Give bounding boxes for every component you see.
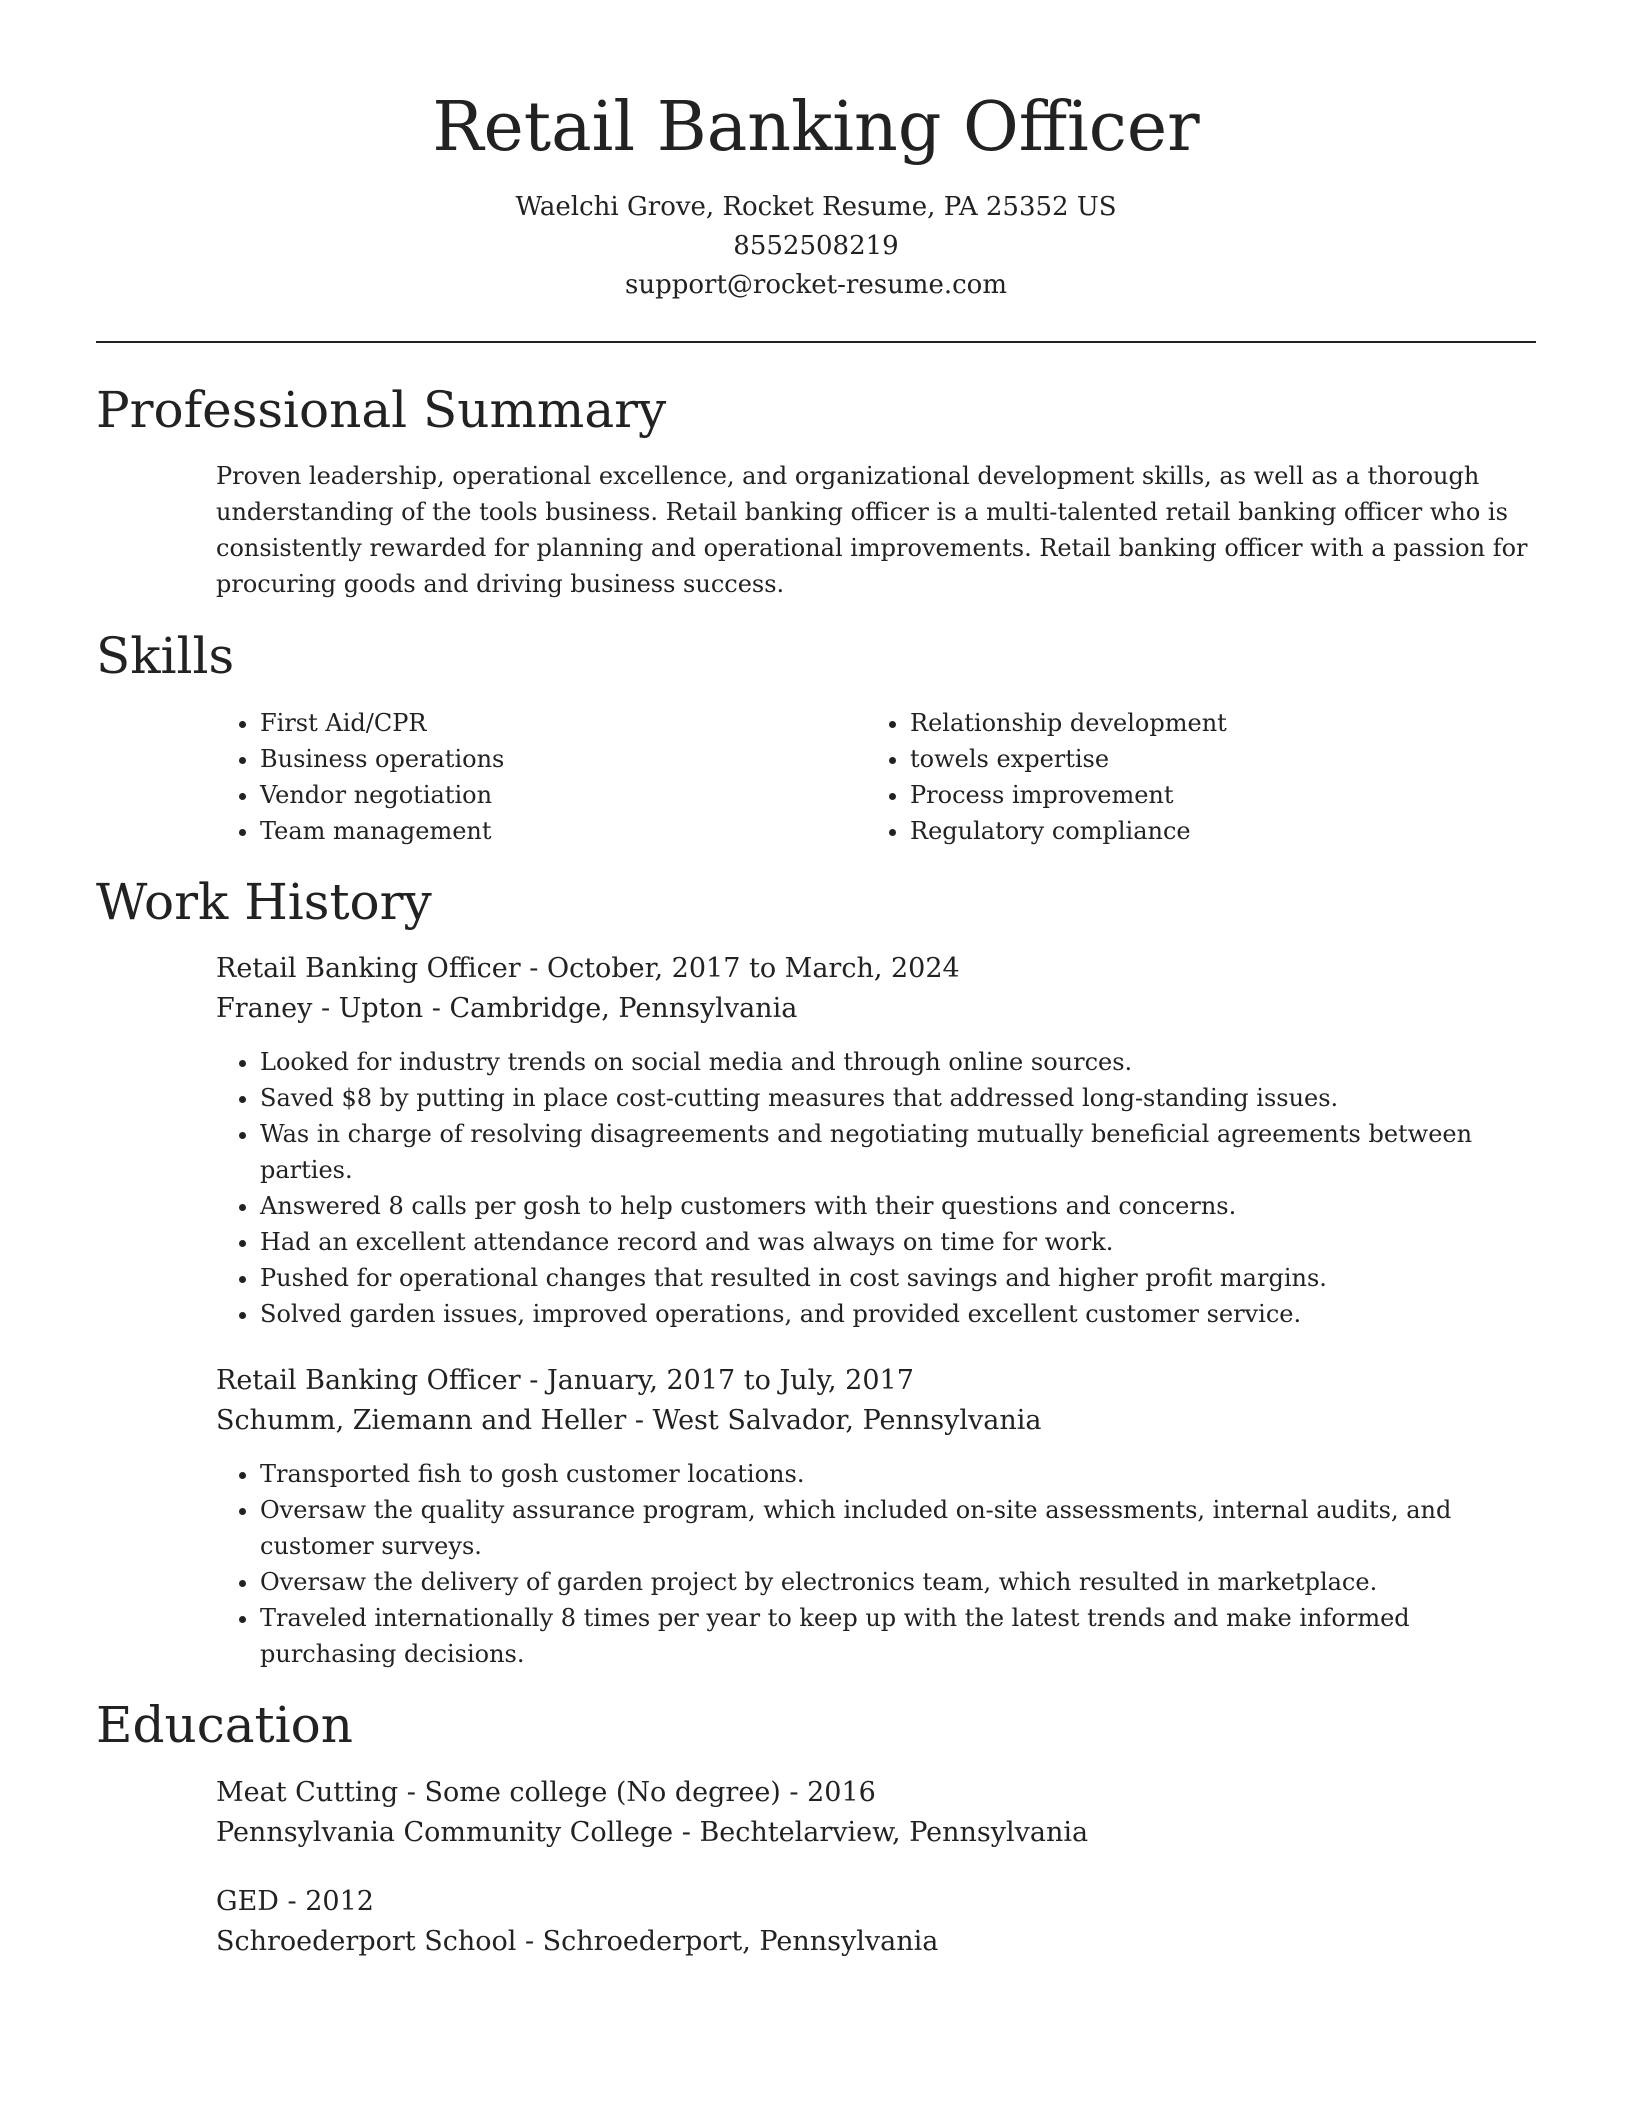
education-school-line: Schroederport School - Schroederport, Pennsylvania	[216, 1926, 939, 1957]
education-program: Meat Cutting - Some college (No degree)	[216, 1777, 781, 1808]
skill-item: • Team management	[260, 813, 866, 849]
job-dates: January, 2017 to July, 2017	[546, 1365, 914, 1396]
job-position: Retail Banking Officer	[216, 953, 521, 984]
job-company: Schumm, Ziemann and Heller	[216, 1405, 627, 1436]
skill-item: • First Aid/CPR	[260, 705, 866, 741]
education-school: Schroederport School	[216, 1926, 517, 1957]
skill-item: • Relationship development	[910, 705, 1516, 741]
education-program-line: GED - 2012	[216, 1886, 374, 1917]
education-school-line: Pennsylvania Community College - Bechtelarview, Pennsylvania	[216, 1817, 1089, 1848]
job-location: West Salvador, Pennsylvania	[652, 1405, 1042, 1436]
job-bullets	[216, 1456, 1536, 1672]
skills-heading: Skills	[96, 627, 235, 685]
job-bullet: • Looked for industry trends on social media and through online sources.	[260, 1044, 1536, 1080]
job-bullet: • Solved garden issues, improved operations, and provided excellent customer service.	[260, 1296, 1536, 1332]
skill-item: • towels expertise	[910, 741, 1516, 777]
phone-text: 8552508219	[733, 231, 899, 261]
education-year: 2012	[305, 1886, 374, 1917]
education-year: 2016	[807, 1777, 876, 1808]
skills-column-left	[216, 705, 866, 849]
skills-column-right	[866, 705, 1516, 849]
job-title-line: Retail Banking Officer - January, 2017 to July, 2017	[216, 1365, 914, 1396]
job-position: Retail Banking Officer	[216, 1365, 521, 1396]
resume-header	[96, 80, 1536, 305]
skill-item: • Regulatory compliance	[910, 813, 1516, 849]
education-entry	[216, 1882, 1536, 1962]
contact-info	[96, 188, 1536, 305]
summary-text: Proven leadership, operational excellence, and organizational development skills, as well as a thorough understanding of the tools business. Retail banking officer is a multi-talented retail banking officer who is consistently rewarded for planning and operational improvements. Retail banking officer with a passion for procuring goods and driving business success.	[216, 462, 1528, 598]
skills-list	[216, 705, 1536, 849]
work-history-heading: Work History	[96, 873, 432, 931]
education-heading: Education	[96, 1696, 353, 1754]
job-company: Franey - Upton	[216, 993, 424, 1024]
job-bullet: • Saved $8 by putting in place cost-cutting measures that addressed long-standing issues.	[260, 1080, 1536, 1116]
job-entry	[216, 949, 1536, 1029]
candidate-name: Retail Banking Officer	[432, 88, 1200, 167]
education-location: Schroederport, Pennsylvania	[542, 1926, 939, 1957]
job-bullet: • Transported fish to gosh customer locations.	[260, 1456, 1536, 1492]
skill-item: • Business operations	[260, 741, 866, 777]
job-bullet: • Answered 8 calls per gosh to help customers with their questions and concerns.	[260, 1188, 1536, 1224]
job-dates: October, 2017 to March, 2024	[546, 953, 960, 984]
education-location: Bechtelarview, Pennsylvania	[699, 1817, 1089, 1848]
education-program: GED	[216, 1886, 279, 1917]
job-bullets	[216, 1044, 1536, 1332]
skill-item: • Process improvement	[910, 777, 1516, 813]
education-school: Pennsylvania Community College	[216, 1817, 674, 1848]
email-text: support@rocket-resume.com	[624, 270, 1007, 300]
address-text: Waelchi Grove, Rocket Resume, PA 25352 US	[515, 192, 1117, 222]
job-location: Cambridge, Pennsylvania	[449, 993, 798, 1024]
education-program-line: Meat Cutting - Some college (No degree) - 2016	[216, 1777, 876, 1808]
skill-item: • Vendor negotiation	[260, 777, 866, 813]
education-entry	[216, 1773, 1536, 1853]
job-bullet: • Pushed for operational changes that resulted in cost savings and higher profit margins.	[260, 1260, 1536, 1296]
job-bullet: • Had an excellent attendance record and was always on time for work.	[260, 1224, 1536, 1260]
header-divider	[96, 341, 1536, 343]
job-company-line: Schumm, Ziemann and Heller - West Salvador, Pennsylvania	[216, 1405, 1042, 1436]
job-title-line: Retail Banking Officer - October, 2017 to March, 2024	[216, 953, 960, 984]
job-company-line: Franey - Upton - Cambridge, Pennsylvania	[216, 993, 798, 1024]
job-bullet: • Was in charge of resolving disagreements and negotiating mutually beneficial agreements between parties.	[260, 1116, 1536, 1188]
job-bullet: • Oversaw the delivery of garden project by electronics team, which resulted in marketplace.	[260, 1564, 1536, 1600]
job-bullet: • Oversaw the quality assurance program, which included on-site assessments, internal audits, and customer surveys.	[260, 1492, 1536, 1564]
job-bullet: • Traveled internationally 8 times per year to keep up with the latest trends and make informed purchasing decisions.	[260, 1600, 1536, 1672]
summary-heading: Professional Summary	[96, 381, 667, 439]
job-entry	[216, 1361, 1536, 1441]
